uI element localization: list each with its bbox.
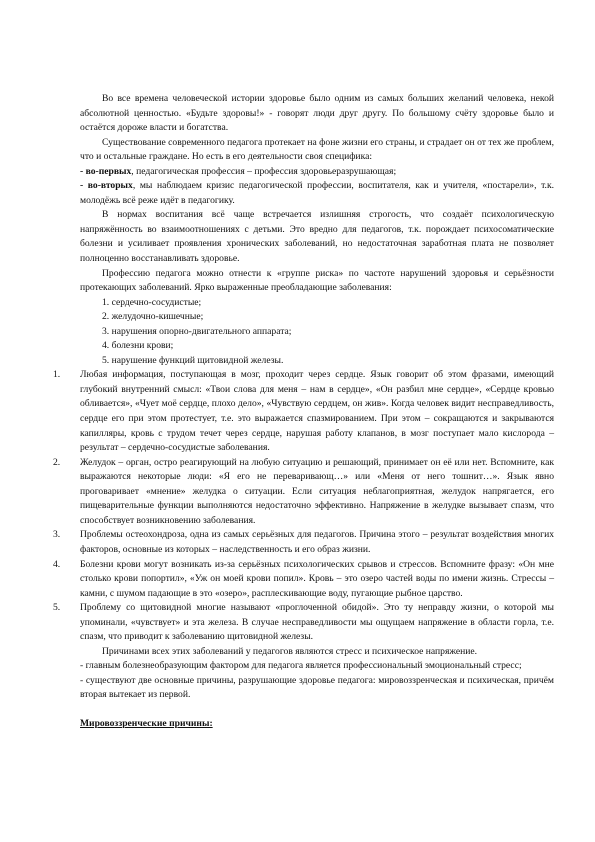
document-page (53, 92, 555, 732)
main-factor-paragraph: - главным болезнеобразующим фактором для педагога является профессиональный эмоциональный стресс; (80, 660, 522, 672)
disease-list-item: 2. желудочно-кишечные; (102, 311, 204, 323)
reasons-paragraph: Причинами всех этих заболеваний у педагогов являются стресс и психическое напряжение. (102, 645, 478, 657)
disease-list-item: 5. нарушение функций щитовидной железы. (102, 354, 284, 366)
numbered-item-text: Болезни крови могут возникать из-за серьёзных психологических срывов и стрессов. Вспомните фразу: «Он мне столько крови попортил», «Уж он моей крови попил». Кровь – это озеро частей воды по имени жизнь. Стрессы – камни, с шумом падающие в это «озеро», расплескивающие воду, пугающие рыбное царство. (80, 558, 554, 599)
numbered-item (53, 368, 554, 455)
numbered-item (53, 601, 554, 645)
disease-list-item: 1. сердечно-сосудистые; (102, 296, 202, 308)
numbered-item-number: 3. (53, 529, 61, 541)
numbered-item (53, 456, 554, 529)
section-heading: Мировоззренческие причины: (80, 717, 213, 729)
two-causes-paragraph: - существуют две основные причины, разрушающие здоровье педагога: мировоззренческая и психическая, причём вторая вытекает из первой. (80, 674, 554, 701)
numbered-item-number: 4. (53, 558, 61, 570)
second-point-text: , мы наблюдаем кризис педагогической профессии, воспитателя, как и учителя, «постарели», т.к. молодёжь всё реже идёт в педагогику. (80, 180, 555, 206)
numbered-item (53, 558, 554, 602)
norms-paragraph: В нормах воспитания всё чаще встречается излишняя строгость, что создаёт психологическую напряжённость во взаимоотношениях с детьми. Это вредно для педагогов, т.к. порождает психосоматические болезни и усиливает проявления хронических заболеваний, но недостаточная заработная плата не позволяет полноценно восстанавливать здоровье. (80, 209, 554, 265)
numbered-item-text: Любая информация, поступающая в мозг, проходит через сердце. Язык говорит об этом фразами, имеющий глубокий внутренний смысл: «Твои слова для меня – нам в сердце», «Он разбил мне сердце», «Сердце кровью обливается», «Чует моё сердце, плохо дело», «Чувствую сердцем, он жив». Когда человек видит несправедливость, сердце его при этом протестует, т.е. это выражается спазмированием. При этом – сокращаются и закрываются капилляры, кровь с трудом течет через сердце, нарушая работу клапанов, в мозг поступает мало кислорода – результат – сердечно-сосудистые заболевания. (80, 369, 554, 454)
numbered-item-text: Проблему со щитовидной многие называют «проглоченной обидой». Это ту неправду жизни, о которой мы упоминали, «чувствует» и эта железа. В случае несправедливости мы ощущаем напряжение в области горла, т.е. спазм, что приводит к заболеванию щитовидной железы. (80, 602, 554, 643)
first-point-paragraph (80, 165, 554, 180)
second-point-label: - во-вторых (80, 180, 133, 192)
existence-paragraph: Существование современного педагога протекает на фоне жизни его страны, и страдает он от тех же проблем, что и остальные граждане. Но есть в его деятельности своя специфика: (80, 136, 554, 163)
numbered-item-text: Проблемы остеохондроза, одна из самых серьёзных для педагогов. Причина этого – результат воздействия многих факторов, основные из которых – наследственность и его образ жизни. (80, 529, 554, 555)
intro-paragraph: Во все времена человеческой истории здоровье было одним из самых больших желаний человека, некой абсолютной ценностью. «Будьте здоровы!» - говорят люди друг другу. По большому счёту здоровье было и остаётся дороже власти и богатства. (80, 93, 554, 134)
disease-list-item: 4. болезни крови; (102, 340, 174, 352)
disease-list-item: 3. нарушения опорно-двигательного аппарата; (102, 325, 292, 337)
numbered-item (53, 528, 554, 557)
numbered-item-number: 1. (53, 369, 61, 381)
second-point-paragraph (80, 179, 554, 208)
first-point-text: , педагогическая профессия – профессия здоровьеразрушающая; (131, 165, 397, 177)
profession-paragraph: Профессию педагога можно отнести к «группе риска» по частоте нарушений здоровья и серьёзности протекающих заболеваний. Ярко выраженные преобладающие заболевания: (80, 267, 554, 294)
numbered-item-number: 5. (53, 602, 61, 614)
numbered-item-text: Желудок – орган, остро реагирующий на любую ситуацию и решающий, принимает он её или нет. Вспомните, как выражаются некоторые люди: «Я его не переваривающ…» или «Меня от него тошнит…». Язык явно проговаривает «мнение» желудка о ситуации. Если ситуация неблагоприятная, желудок напрягается, его пищеварительные функции выполняются недостаточно эффективно. Напряжение в желудке вызывает спазм, что способствует возникновению заболевания. (80, 456, 554, 526)
first-point-label: - во-первых (80, 165, 132, 177)
numbered-item-number: 2. (53, 456, 61, 468)
